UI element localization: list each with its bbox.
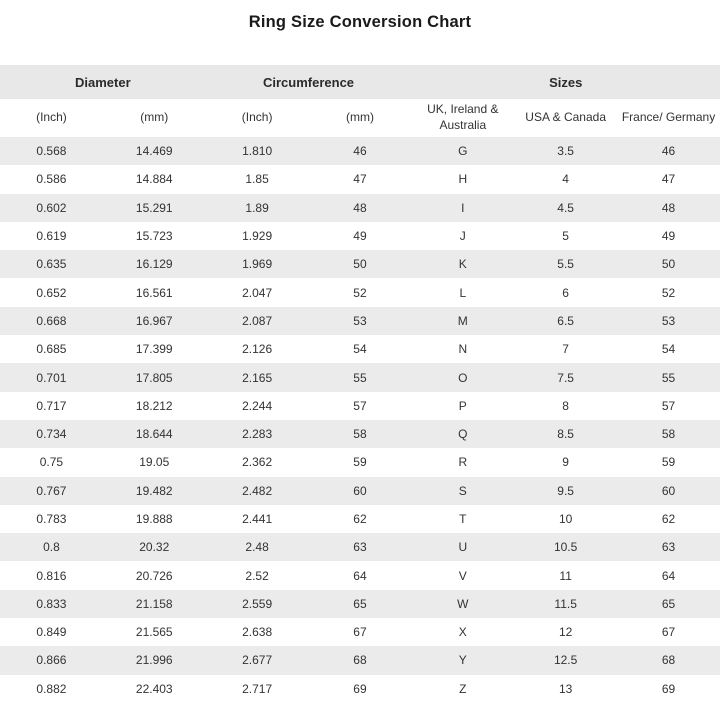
group-header-circumference: Circumference: [206, 65, 412, 99]
table-cell: 50: [309, 250, 412, 278]
table-cell: 65: [309, 590, 412, 618]
table-cell: 0.75: [0, 448, 103, 476]
ring-size-table: [0, 65, 720, 703]
table-cell: 2.165: [206, 363, 309, 391]
column-header-diameter-mm: (mm): [103, 99, 206, 137]
table-cell: 16.129: [103, 250, 206, 278]
table-cell: 15.291: [103, 194, 206, 222]
table-cell: 48: [617, 194, 720, 222]
table-cell: 2.638: [206, 618, 309, 646]
table-cell: 21.565: [103, 618, 206, 646]
table-header: [0, 65, 720, 137]
table-cell: 2.52: [206, 561, 309, 589]
table-cell: 0.602: [0, 194, 103, 222]
table-cell: 1.89: [206, 194, 309, 222]
table-cell: 68: [617, 646, 720, 674]
table-cell: 46: [617, 137, 720, 165]
table-cell: 2.087: [206, 307, 309, 335]
table-row: [0, 420, 720, 448]
table-cell: 64: [617, 561, 720, 589]
table-cell: 19.05: [103, 448, 206, 476]
table-cell: Y: [411, 646, 514, 674]
table-cell: 2.559: [206, 590, 309, 618]
table-cell: 59: [617, 448, 720, 476]
table-cell: 0.767: [0, 477, 103, 505]
table-cell: 19.482: [103, 477, 206, 505]
table-cell: 52: [617, 278, 720, 306]
table-row: [0, 335, 720, 363]
group-header-sizes: Sizes: [411, 65, 720, 99]
table-cell: 11: [514, 561, 617, 589]
table-cell: 57: [309, 392, 412, 420]
table-cell: 14.469: [103, 137, 206, 165]
table-cell: N: [411, 335, 514, 363]
table-cell: 64: [309, 561, 412, 589]
table-cell: 0.568: [0, 137, 103, 165]
table-cell: 20.32: [103, 533, 206, 561]
table-cell: 17.805: [103, 363, 206, 391]
table-cell: 63: [309, 533, 412, 561]
table-cell: U: [411, 533, 514, 561]
table-cell: 1.85: [206, 165, 309, 193]
table-cell: 6: [514, 278, 617, 306]
table-cell: 0.619: [0, 222, 103, 250]
table-cell: 0.882: [0, 675, 103, 703]
table-cell: 2.482: [206, 477, 309, 505]
table-cell: H: [411, 165, 514, 193]
column-header-france-germany: France/ Germany: [617, 99, 720, 137]
table-cell: 2.717: [206, 675, 309, 703]
table-row: [0, 675, 720, 703]
table-cell: W: [411, 590, 514, 618]
table-row: [0, 590, 720, 618]
table-cell: 4.5: [514, 194, 617, 222]
table-row: [0, 646, 720, 674]
table-cell: 2.441: [206, 505, 309, 533]
table-cell: 52: [309, 278, 412, 306]
table-cell: 0.783: [0, 505, 103, 533]
table-cell: 1.810: [206, 137, 309, 165]
table-cell: G: [411, 137, 514, 165]
table-row: [0, 561, 720, 589]
table-cell: V: [411, 561, 514, 589]
table-cell: 14.884: [103, 165, 206, 193]
table-cell: 0.849: [0, 618, 103, 646]
table-cell: 2.047: [206, 278, 309, 306]
table-cell: 49: [617, 222, 720, 250]
table-cell: 10.5: [514, 533, 617, 561]
table-cell: 65: [617, 590, 720, 618]
table-cell: 57: [617, 392, 720, 420]
table-cell: X: [411, 618, 514, 646]
table-cell: 50: [617, 250, 720, 278]
table-cell: 18.644: [103, 420, 206, 448]
table-cell: 2.677: [206, 646, 309, 674]
table-cell: 59: [309, 448, 412, 476]
table-row: [0, 307, 720, 335]
table-cell: 47: [309, 165, 412, 193]
table-cell: 0.586: [0, 165, 103, 193]
table-cell: 67: [309, 618, 412, 646]
table-cell: 0.652: [0, 278, 103, 306]
table-cell: 12.5: [514, 646, 617, 674]
column-header-circumference-mm: (mm): [309, 99, 412, 137]
table-row: [0, 392, 720, 420]
table-cell: 6.5: [514, 307, 617, 335]
column-header-diameter-inch: (Inch): [0, 99, 103, 137]
table-cell: 62: [617, 505, 720, 533]
table-cell: 53: [617, 307, 720, 335]
table-cell: 17.399: [103, 335, 206, 363]
table-cell: Z: [411, 675, 514, 703]
table-cell: 2.244: [206, 392, 309, 420]
column-header-circumference-inch: (Inch): [206, 99, 309, 137]
table-cell: I: [411, 194, 514, 222]
table-cell: 4: [514, 165, 617, 193]
table-cell: R: [411, 448, 514, 476]
table-cell: P: [411, 392, 514, 420]
column-header-uk-ireland-australia: UK, Ireland & Australia: [411, 99, 514, 137]
table-cell: 67: [617, 618, 720, 646]
table-row: [0, 448, 720, 476]
table-cell: 48: [309, 194, 412, 222]
table-cell: 20.726: [103, 561, 206, 589]
table-cell: 0.668: [0, 307, 103, 335]
table-cell: 58: [617, 420, 720, 448]
table-cell: 46: [309, 137, 412, 165]
table-cell: 19.888: [103, 505, 206, 533]
table-cell: 16.967: [103, 307, 206, 335]
table-cell: 9: [514, 448, 617, 476]
table-cell: 2.126: [206, 335, 309, 363]
table-cell: 58: [309, 420, 412, 448]
group-header-diameter: Diameter: [0, 65, 206, 99]
table-row: [0, 618, 720, 646]
table-cell: 16.561: [103, 278, 206, 306]
table-row: [0, 533, 720, 561]
column-header-row: [0, 99, 720, 137]
table-cell: 54: [309, 335, 412, 363]
table-cell: 15.723: [103, 222, 206, 250]
table-cell: 2.362: [206, 448, 309, 476]
table-cell: 62: [309, 505, 412, 533]
group-header-row: [0, 65, 720, 99]
table-cell: 55: [309, 363, 412, 391]
table-cell: 47: [617, 165, 720, 193]
page-title: Ring Size Conversion Chart: [248, 13, 472, 31]
table-cell: 54: [617, 335, 720, 363]
table-cell: 8: [514, 392, 617, 420]
table-cell: 7: [514, 335, 617, 363]
table-cell: 0.833: [0, 590, 103, 618]
table-row: [0, 165, 720, 193]
table-cell: 21.158: [103, 590, 206, 618]
table-cell: 7.5: [514, 363, 617, 391]
table-cell: 60: [309, 477, 412, 505]
table-row: [0, 477, 720, 505]
table-cell: Q: [411, 420, 514, 448]
table-row: [0, 250, 720, 278]
table-cell: 8.5: [514, 420, 617, 448]
table-row: [0, 505, 720, 533]
table-cell: 69: [617, 675, 720, 703]
table-cell: J: [411, 222, 514, 250]
table-cell: 0.8: [0, 533, 103, 561]
table-cell: 5.5: [514, 250, 617, 278]
table-cell: L: [411, 278, 514, 306]
table-cell: 3.5: [514, 137, 617, 165]
table-cell: 0.816: [0, 561, 103, 589]
table-cell: 13: [514, 675, 617, 703]
table-cell: M: [411, 307, 514, 335]
table-cell: 63: [617, 533, 720, 561]
table-body: [0, 137, 720, 703]
table-cell: K: [411, 250, 514, 278]
table-cell: 22.403: [103, 675, 206, 703]
table-cell: 0.866: [0, 646, 103, 674]
table-cell: 2.48: [206, 533, 309, 561]
table-cell: 21.996: [103, 646, 206, 674]
table-cell: 10: [514, 505, 617, 533]
table-cell: 0.685: [0, 335, 103, 363]
table-cell: 1.929: [206, 222, 309, 250]
table-cell: 69: [309, 675, 412, 703]
table-cell: T: [411, 505, 514, 533]
table-cell: 0.701: [0, 363, 103, 391]
table-cell: 12: [514, 618, 617, 646]
table-cell: 0.635: [0, 250, 103, 278]
table-cell: 55: [617, 363, 720, 391]
table-cell: 18.212: [103, 392, 206, 420]
table-row: [0, 363, 720, 391]
table-cell: 0.734: [0, 420, 103, 448]
table-row: [0, 222, 720, 250]
table-cell: 9.5: [514, 477, 617, 505]
table-cell: O: [411, 363, 514, 391]
table-cell: 2.283: [206, 420, 309, 448]
table-cell: 5: [514, 222, 617, 250]
table-row: [0, 194, 720, 222]
table-row: [0, 137, 720, 165]
table-cell: 11.5: [514, 590, 617, 618]
table-cell: S: [411, 477, 514, 505]
table-cell: 0.717: [0, 392, 103, 420]
column-header-usa-canada: USA & Canada: [514, 99, 617, 137]
table-cell: 68: [309, 646, 412, 674]
table-cell: 53: [309, 307, 412, 335]
table-cell: 1.969: [206, 250, 309, 278]
table-row: [0, 278, 720, 306]
table-cell: 49: [309, 222, 412, 250]
table-cell: 60: [617, 477, 720, 505]
